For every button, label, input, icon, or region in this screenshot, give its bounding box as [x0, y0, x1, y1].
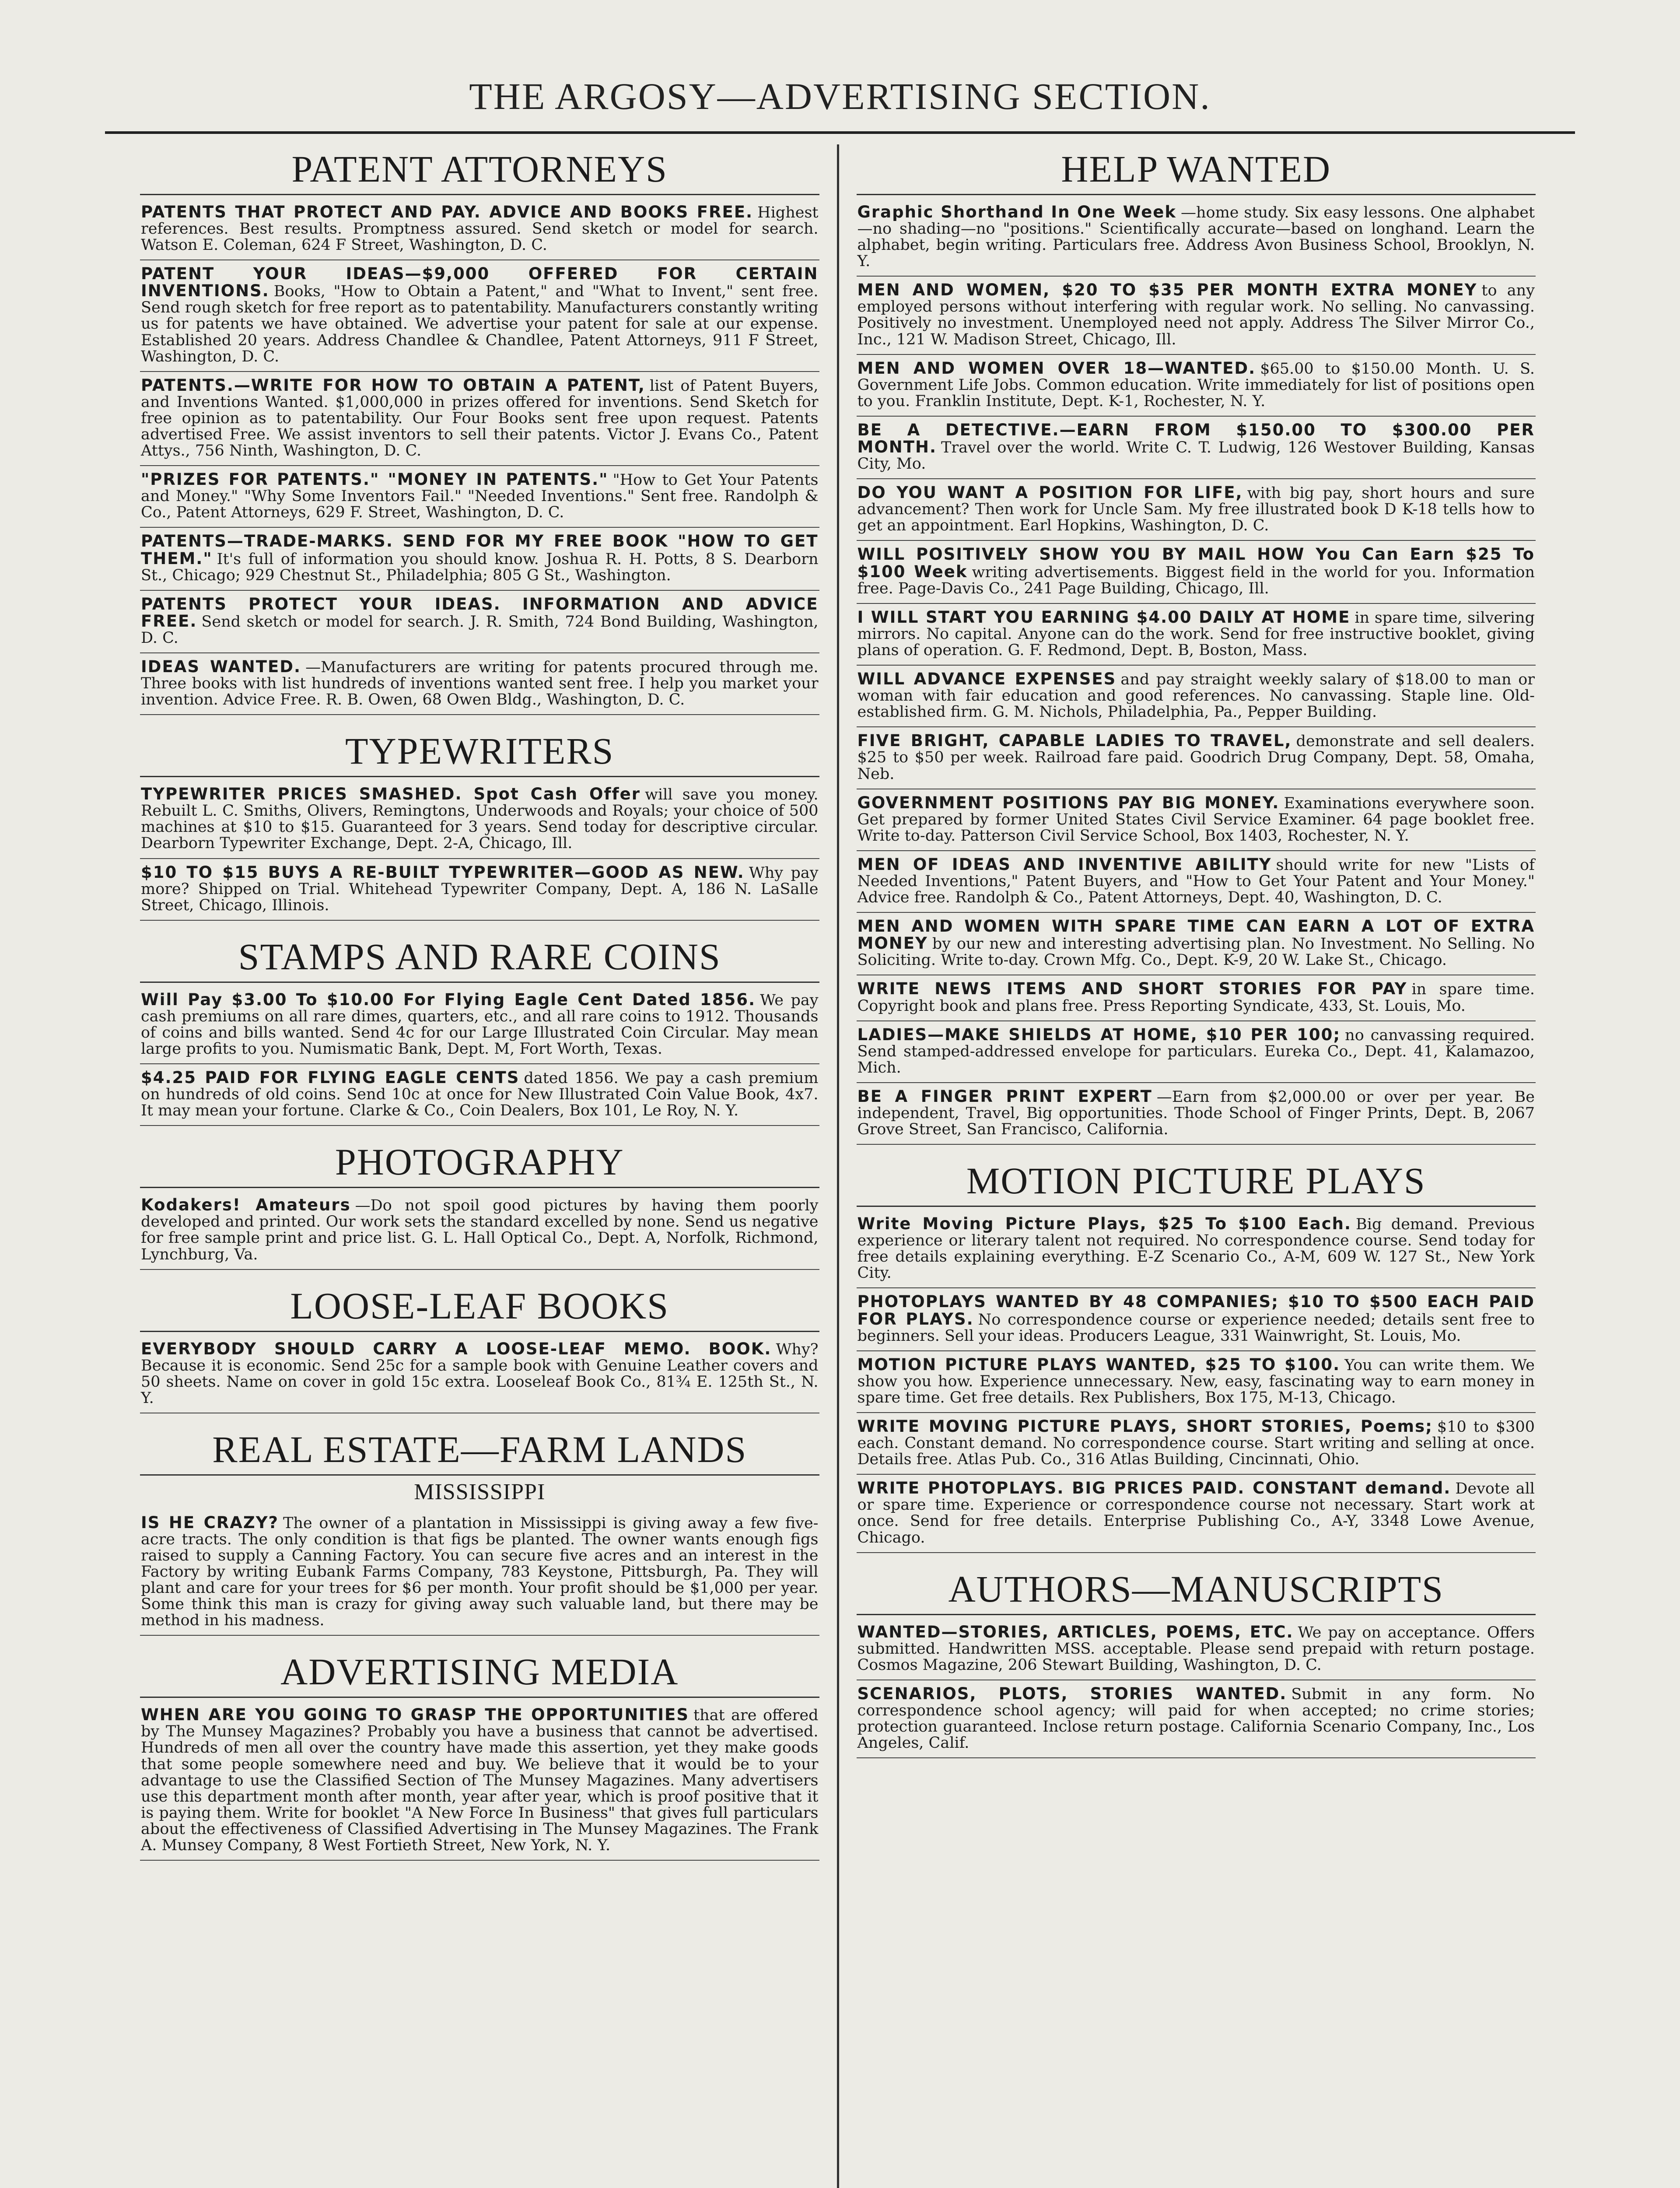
classified-ad: [140, 781, 819, 859]
classified-ad: [140, 1192, 819, 1269]
ad-text: [141, 992, 819, 1057]
ad-body: Submit in any form. No correspondence school agency; will paid for when accepted; no crime stories; protection guaranteed. Inclose return postage. California Scenario Company, Inc., Los Angeles, Calif.: [857, 1685, 1535, 1752]
ad-text: [858, 546, 1535, 596]
ad-columns: [122, 144, 1553, 2188]
ad-body: that are offered by The Munsey Magazines? Probably you have a business that cannot be advertised. Hundreds of men all over the country have made this assertion, yet they make goods that some people somewhere need and buy. We believe that it would be to your advantage to use the Classified Section of The Munsey Magazines. Many advertisers use this department month after month, year after year, which is proof positive that it is paying them. Write for booklet "A New Force In Business" that gives full particulars about the effectiveness of Classified Advertising in The Munsey Magazines. The Frank A. Munsey Company, 8 West Fortieth Street, New York, N. Y.: [141, 1707, 819, 1855]
ad-lead: EVERYBODY SHOULD CARRY A LOOSE-LEAF MEMO. BOOK.: [141, 1339, 772, 1358]
ad-lead: SCENARIOS, PLOTS, STORIES WANTED.: [857, 1684, 1287, 1703]
section-heading: ADVERTISING MEDIA: [140, 1652, 819, 1698]
ad-lead: PHOTOPLAYS WANTED BY 48 COMPANIES; $10 TO $500 EACH PAID FOR PLAYS.: [857, 1292, 1535, 1329]
ad-text: [141, 1515, 819, 1629]
classified-ad: [140, 591, 819, 653]
ad-body: Books, "How to Obtain a Patent," and "What to Invent," sent free. Send rough sketch for free report as to patentability. Manufacturers constantly writing us for patents we have obtained. We advertise your patent for sale at our expense. Established 20 years. Address Chandlee & Chandlee, Patent Attorneys, 911 F Street, Washington, D. C.: [141, 283, 819, 365]
ad-body: by our new and interesting advertising plan. No Investment. No Selling. No Soliciting. Write to-day. Crown Mfg. Co., Dept. K-9, 20 W. Lake St., Chicago.: [857, 935, 1535, 969]
ad-lead: MEN AND WOMEN WITH SPARE TIME CAN EARN A LOT OF EXTRA MONEY: [857, 917, 1535, 953]
ad-lead: PATENTS THAT PROTECT AND PAY. ADVICE AND BOOKS FREE.: [141, 202, 753, 221]
classified-ad: [857, 1021, 1536, 1083]
ad-text: [858, 1294, 1535, 1344]
classified-ad: [857, 1210, 1536, 1288]
ad-text: [858, 1624, 1535, 1673]
ad-lead: $10 TO $15 BUYS A RE-BUILT TYPEWRITER—GOOD AS NEW.: [141, 863, 745, 882]
ad-body: No correspondence course or experience needed; details sent free to beginners. Sell your ideas. Producers League, 331 Wainwright, St. Louis, Mo.: [857, 1311, 1535, 1345]
ad-lead: TYPEWRITER PRICES SMASHED. Spot Cash Offer: [141, 785, 640, 804]
section-heading: STAMPS AND RARE COINS: [140, 936, 819, 983]
classified-ad: [140, 1064, 819, 1126]
ad-lead: WRITE MOVING PICTURE PLAYS, SHORT STORIES, Poems;: [857, 1417, 1433, 1436]
classified-ad: [857, 851, 1536, 913]
ad-text: [858, 733, 1535, 782]
ad-text: [141, 596, 819, 646]
ad-lead: PATENTS.—WRITE FOR HOW TO OBTAIN A PATENT,: [141, 375, 645, 395]
ad-body: with big pay, short hours and sure advancement? Then work for Uncle Sam. My free illustrated book D K-18 tells how to get an appointment. Earl Hopkins, Washington, D. C.: [857, 484, 1535, 535]
ad-text: [141, 1707, 819, 1854]
ad-text: [858, 918, 1535, 968]
ad-body: will save you money. Rebuilt L. C. Smiths, Olivers, Remingtons, Underwoods and Royals; your choice of 500 machines at $10 to $15. Guaranteed for 3 years. Send today for descriptive circular. Dearborn Typewriter Exchange, Dept. 2-A, Chicago, Ill.: [141, 786, 819, 852]
ad-body: —home study. Six easy lessons. One alphabet—no shading—no "positions." Scientifically accurate—based on longhand. Learn the alphabet, begin writing. Particulars free. Address Avon Business School, Brooklyn, N. Y.: [857, 203, 1535, 270]
ad-lead: Will Pay $3.00 To $10.00 For Flying Eagle Cent Dated 1856.: [141, 990, 756, 1009]
ad-body: We pay on acceptance. Offers submitted. Handwritten MSS. acceptable. Please send prepaid with return postage. Cosmos Magazine, 206 Stewart Building, Washington, D. C.: [857, 1623, 1535, 1674]
ad-text: [858, 204, 1535, 270]
ad-lead: WHEN ARE YOU GOING TO GRASP THE OPPORTUNITIES: [141, 1705, 689, 1725]
section: [140, 149, 819, 715]
section: [140, 1652, 819, 1861]
ad-body: Travel over the world. Write C. T. Ludwig, 126 Westover Building, Kansas City, Mo.: [857, 439, 1535, 473]
ad-text: [858, 671, 1535, 720]
classified-ad: [140, 372, 819, 466]
ad-lead: WRITE NEWS ITEMS AND SHORT STORIES FOR PAY: [857, 979, 1407, 999]
classified-ad: [140, 260, 819, 372]
ad-text: [141, 786, 819, 852]
ad-lead: I WILL START YOU EARNING $4.00 DAILY AT HOME: [857, 607, 1351, 627]
section: [140, 1286, 819, 1413]
classified-ad: [857, 1475, 1536, 1553]
classified-ad: [857, 975, 1536, 1021]
ad-body: Why? Because it is economic. Send 25c for a sample book with Genuine Leather covers and 50 sheets. Name on cover in gold 15c extra. Looseleaf Book Co., 81¾ E. 125th St., N. Y.: [141, 1340, 819, 1407]
section-heading: MOTION PICTURE PLAYS: [857, 1161, 1536, 1207]
classified-ad: [140, 859, 819, 921]
ad-body: demonstrate and sell dealers. $25 to $50 per week. Railroad fare paid. Goodrich Drug Company, Dept. 58, Omaha, Neb.: [857, 733, 1535, 783]
ad-text: [141, 1197, 819, 1262]
ad-lead: Kodakers! Amateurs: [141, 1196, 351, 1215]
ad-body: Devote all or spare time. Experience or correspondence course not necessary. Start work at once. Send for free details. Enterprise Publishing Co., A-Y, 3348 Lowe Avenue, Chicago.: [857, 1480, 1535, 1546]
ad-body: —Manufacturers are writing for patents procured through me. Three books with list hundreds of inventions wanted sent free. I help you market your invention. Advice Free. R. B. Owen, 68 Owen Bldg., Washington, D. C.: [141, 659, 819, 709]
ad-text: [858, 1027, 1535, 1076]
classified-ad: [140, 199, 819, 260]
ad-lead: IS HE CRAZY?: [141, 1513, 279, 1532]
classified-ad: [857, 666, 1536, 727]
ad-lead: FIVE BRIGHT, CAPABLE LADIES TO TRAVEL,: [857, 731, 1292, 750]
ad-body: Why pay more? Shipped on Trial. Whitehead Typewriter Company, Dept. A, 186 N. LaSalle Street, Chicago, Illinois.: [141, 864, 819, 914]
ad-lead: DO YOU WANT A POSITION FOR LIFE,: [857, 483, 1243, 502]
ad-body: in spare time. Copyright book and plans free. Press Reporting Syndicate, 433, St. Louis, Mo.: [857, 981, 1535, 1015]
classified-ad: [857, 1413, 1536, 1475]
ad-body: Examinations everywhere soon. Get prepared by former United States Civil Service Examiner. 64 page booklet free. Write to-day. Patterson Civil Service School, Box 1403, Rochester, N. Y.: [857, 794, 1535, 845]
ad-text: [141, 471, 819, 521]
ad-body: and pay straight weekly salary of $18.00 to man or woman with fair education and good references. No canvassing. Staple line. Old-established firm. G. M. Nichols, Philadelphia, Pa., Pepper Building.: [857, 671, 1535, 721]
ad-text: [141, 266, 819, 365]
ad-lead: WILL POSITIVELY SHOW YOU BY MAIL HOW You Can Earn $25 To $100 Week: [857, 545, 1535, 581]
classified-ad: [140, 466, 819, 528]
classified-ad: [857, 479, 1536, 541]
right-column: [839, 144, 1554, 2188]
ad-body: Highest references. Best results. Promptness assured. Send sketch or model for search. Watson E. Coleman, 624 F Street, Washington, D. C.: [141, 203, 819, 254]
ad-body: Send sketch or model for search. J. R. Smith, 724 Bond Building, Washington, D. C.: [141, 613, 819, 647]
ad-body: The owner of a plantation in Mississippi is giving away a few five-acre tracts. The only condition is that figs be planted. The owner wants enough figs raised to supply a Canning Factory. You can secure five acres and an interest in the Factory by writing Eubank Farms Company, 783 Keystone, Pittsburgh, Pa. They will plant and care for your trees for $6 per month. Your profit should be $1,000 per year. Some think this man is crazy for giving away such valuable land, but there may be method in his madness.: [141, 1514, 819, 1630]
ad-lead: Write Moving Picture Plays, $25 To $100 Each.: [857, 1214, 1352, 1234]
ad-lead: BE A DETECTIVE.—EARN FROM $150.00 TO $300.00 PER MONTH.: [857, 420, 1535, 456]
ad-body: dated 1856. We pay a cash premium on hundreds of old coins. Send 10c at once for New Illustrated Coin Value Book, 4x7. It may mean your fortune. Clarke & Co., Coin Dealers, Box 101, Le Roy, N. Y.: [141, 1069, 819, 1120]
ad-text: [858, 795, 1535, 844]
section-heading: AUTHORS—MANUSCRIPTS: [857, 1569, 1536, 1615]
section-heading: PATENT ATTORNEYS: [140, 149, 819, 195]
ad-text: [858, 981, 1535, 1014]
ad-body: writing advertisements. Biggest field in the world for you. Information free. Page-Davis Co., 241 Page Building, Chicago, Ill.: [857, 563, 1535, 597]
ad-text: [141, 864, 819, 914]
ad-lead: PATENTS—TRADE-MARKS. SEND FOR MY FREE BOOK "HOW TO GET THEM.": [141, 532, 819, 568]
ad-lead: $4.25 PAID FOR FLYING EAGLE CENTS: [141, 1068, 520, 1087]
page-header: THE ARGOSY—ADVERTISING SECTION.: [469, 75, 1211, 117]
classified-ad: [857, 913, 1536, 975]
ad-body: should write for new "Lists of Needed Inventions," Patent Buyers, and "How to Get Your Patent and Your Money." Advice free. Randolph & Co., Patent Attorneys, Dept. 40, Washington, D. C.: [857, 856, 1535, 907]
section: [857, 149, 1536, 1145]
section-heading: PHOTOGRAPHY: [140, 1142, 819, 1188]
section-subheading: MISSISSIPPI: [414, 1479, 546, 1504]
classified-ad: [857, 355, 1536, 417]
ad-lead: WILL ADVANCE EXPENSES: [857, 670, 1116, 689]
classified-ad: [857, 1083, 1536, 1145]
classified-ad: [140, 1509, 819, 1636]
ad-body: no canvassing required. Send stamped-addressed envelope for particulars. Eureka Co., Dept. 41, Kalamazoo, Mich.: [857, 1026, 1535, 1076]
ad-text: [858, 1088, 1535, 1138]
classified-ad: [857, 1288, 1536, 1351]
ad-lead: LADIES—MAKE SHIELDS AT HOME, $10 PER 100;: [857, 1025, 1341, 1044]
ad-lead: PATENT YOUR IDEAS—$9,000 OFFERED FOR CERTAIN INVENTIONS.: [141, 264, 819, 301]
classified-ad: [140, 528, 819, 590]
ad-lead: IDEAS WANTED.: [141, 657, 301, 677]
ad-lead: WANTED—STORIES, ARTICLES, POEMS, ETC.: [857, 1622, 1294, 1641]
ad-body: $65.00 to $150.00 Month. U. S. Government Life Jobs. Common education. Write immediately for list of positions open to you. Franklin Institute, Dept. K-1, Rochester, N. Y.: [857, 360, 1535, 410]
ad-text: [141, 377, 819, 459]
ad-text: [858, 282, 1535, 347]
left-column: [122, 144, 839, 2188]
classified-ad: [857, 541, 1536, 603]
ad-lead: "PRIZES FOR PATENTS." "MONEY IN PATENTS.": [141, 470, 609, 489]
section: [857, 1569, 1536, 1759]
ad-lead: PATENTS PROTECT YOUR IDEAS. INFORMATION AND ADVICE FREE.: [141, 594, 819, 631]
ad-text: [858, 609, 1535, 659]
classified-ad: [857, 727, 1536, 789]
ad-body: —Do not spoil good pictures by having them poorly developed and printed. Our work sets the standard excelled by none. Send us negative for free sample print and price list. G. L. Hall Optical Co., Dept. A, Norfolk, Richmond, Lynchburg, Va.: [141, 1197, 819, 1263]
section: [140, 1142, 819, 1269]
ad-body: It's full of information you should know. Joshua R. H. Potts, 8 S. Dearborn St., Chicago; 929 Chestnut St., Philadelphia; 805 G St., Washington.: [141, 550, 819, 584]
ad-text: [141, 1341, 819, 1406]
classified-ad: [140, 1701, 819, 1861]
ad-lead: BE A FINGER PRINT EXPERT: [857, 1087, 1152, 1106]
ad-body: to any employed persons without interfering with regular work. No selling. No canvassing. Positively no investment. Unemployed need not apply. Address The Silver Mirror Co., Inc., 121 W. Madison Street, Chicago, Ill.: [857, 282, 1535, 348]
ad-text: [858, 484, 1535, 534]
header-rule: [105, 131, 1575, 134]
ad-text: [858, 856, 1535, 906]
ad-body: $10 to $300 each. Constant demand. No correspondence course. Start writing and selling at once. Details free. Atlas Pub. Co., 316 Atlas Building, Cincinnati, Ohio.: [857, 1418, 1535, 1469]
ad-text: [858, 360, 1535, 410]
section: [140, 1429, 819, 1636]
section: [140, 731, 819, 921]
section-heading: TYPEWRITERS: [140, 731, 819, 777]
section-heading: LOOSE-LEAF BOOKS: [140, 1286, 819, 1332]
ad-lead: MEN OF IDEAS AND INVENTIVE ABILITY: [857, 855, 1272, 874]
classified-ad: [857, 277, 1536, 354]
ad-text: [858, 1418, 1535, 1468]
ad-text: [141, 659, 819, 708]
classified-ad: [857, 1680, 1536, 1758]
ad-text: [858, 422, 1535, 472]
classified-ad: [857, 789, 1536, 851]
ad-lead: Graphic Shorthand In One Week: [857, 202, 1176, 221]
section-heading: REAL ESTATE—FARM LANDS: [140, 1429, 819, 1476]
ad-body: We pay cash premiums on all rare dimes, quarters, etc., and all rare coins to 1912. Thousands of coins and bills wanted. Send 4c for our Large Illustrated Coin Circular. May mean large profits to you. Numismatic Bank, Dept. M, Fort Worth, Texas.: [141, 991, 819, 1058]
ad-lead: GOVERNMENT POSITIONS PAY BIG MONEY.: [857, 793, 1280, 812]
classified-ad: [857, 417, 1536, 479]
ad-text: [858, 1357, 1535, 1406]
ad-text: [858, 1216, 1535, 1281]
ad-body: list of Patent Buyers, and Inventions Wanted. $1,000,000 in prizes offered for inventions. Send Sketch for free opinion as to patentability. Our Four Books sent free upon request. Patents advertised Free. We assist inventors to sell their patents. Victor J. Evans Co., Patent Attys., 756 Ninth, Washington, D. C.: [141, 377, 819, 460]
section-heading: HELP WANTED: [857, 149, 1536, 195]
ad-text: [141, 533, 819, 583]
ad-text: [858, 1686, 1535, 1751]
ad-lead: MEN AND WOMEN, $20 TO $35 PER MONTH EXTRA MONEY: [857, 281, 1477, 300]
ad-text: [141, 204, 819, 253]
ad-lead: MOTION PICTURE PLAYS WANTED, $25 TO $100.: [857, 1355, 1340, 1374]
ad-body: in spare time, silvering mirrors. No capital. Anyone can do the work. Send for free instructive booklet, giving plans of operation. G. F. Redmond, Dept. B, Boston, Mass.: [857, 609, 1535, 659]
classified-ad: [140, 653, 819, 715]
ad-body: You can write them. We show you how. Experience unnecessary. New, easy, fascinating way to earn money in spare time. Get free details. Rex Publishers, Box 175, M-13, Chicago.: [857, 1356, 1535, 1406]
ad-lead: MEN AND WOMEN OVER 18—WANTED.: [857, 358, 1256, 378]
ad-body: "How to Get Your Patents and Money." "Why Some Inventors Fail." "Needed Inventions." Sent free. Randolph & Co., Patent Attorneys, 629 F. Street, Washington, D. C.: [141, 471, 819, 522]
ad-body: —Earn from $2,000.00 or over per year. Be independent, Travel, Big opportunities. Thode School of Finger Prints, Dept. B, 2067 Grove Street, San Francisco, California.: [857, 1088, 1535, 1139]
classified-ad: [857, 1351, 1536, 1413]
section: [140, 936, 819, 1126]
classified-ad: [857, 199, 1536, 277]
section: [857, 1161, 1536, 1553]
classified-ad: [140, 1336, 819, 1413]
ad-lead: WRITE PHOTOPLAYS. BIG PRICES PAID. CONSTANT demand.: [857, 1479, 1451, 1498]
ad-text: [141, 1069, 819, 1119]
classified-ad: [857, 604, 1536, 666]
ad-text: [858, 1480, 1535, 1546]
ad-body: Big demand. Previous experience or literary talent not required. No correspondence course. Send today for free details explaining everything. E-Z Scenario Co., A-M, 609 W. 127 St., New York City.: [857, 1216, 1535, 1282]
classified-ad: [857, 1619, 1536, 1680]
classified-ad: [140, 986, 819, 1064]
